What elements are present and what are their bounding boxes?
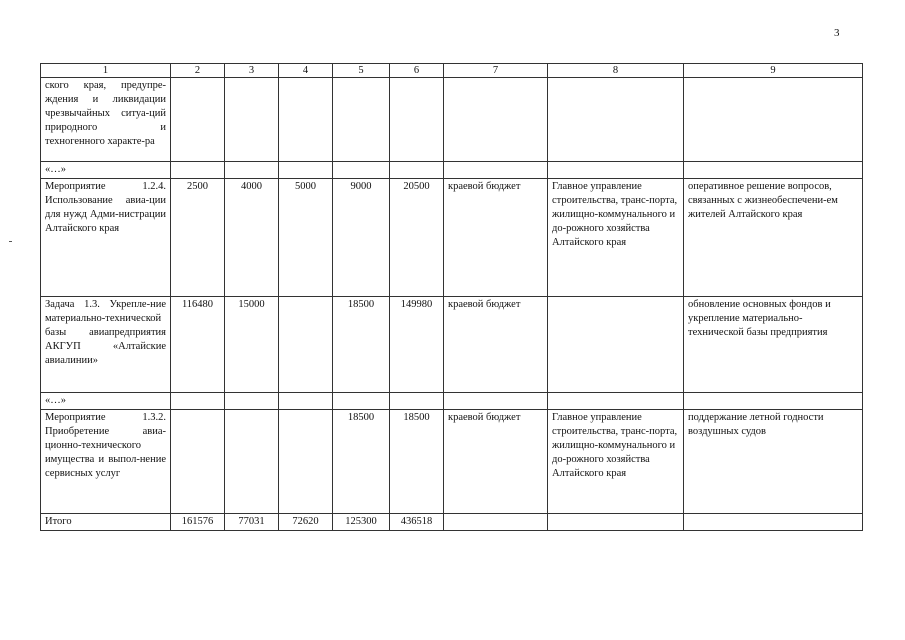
cell-name: Задача 1.3. Укрепле-ние материально-технической базы авиапредприятия АКГУП «Алтайские авиалинии»	[41, 297, 171, 393]
cell-executor	[548, 514, 684, 531]
cell-executor: Главное управление строительства, транс-порта, жилищно-коммунального и до-рожного хозяйства Алтайского края	[548, 410, 684, 514]
cell-source	[444, 78, 548, 162]
cell-value	[333, 78, 390, 162]
cell-source	[444, 393, 548, 410]
margin-mark	[9, 241, 12, 242]
table-row	[41, 410, 863, 514]
cell-source: краевой бюджет	[444, 297, 548, 393]
header-cell: 6	[390, 64, 444, 78]
cell-value: 149980	[390, 297, 444, 393]
table-row	[41, 179, 863, 297]
cell-value: 72620	[279, 514, 333, 531]
page-number: 3	[834, 27, 840, 39]
header-cell: 9	[684, 64, 863, 78]
cell-source: краевой бюджет	[444, 410, 548, 514]
cell-value	[390, 162, 444, 179]
cell-result	[684, 78, 863, 162]
cell-value	[171, 393, 225, 410]
header-cell: 2	[171, 64, 225, 78]
cell-value: 15000	[225, 297, 279, 393]
cell-value	[333, 162, 390, 179]
program-table	[40, 63, 863, 531]
cell-value	[171, 410, 225, 514]
cell-name: «…»	[41, 393, 171, 410]
cell-executor	[548, 162, 684, 179]
cell-value: 18500	[390, 410, 444, 514]
cell-value: 18500	[333, 297, 390, 393]
cell-value	[225, 393, 279, 410]
cell-source	[444, 162, 548, 179]
header-cell: 8	[548, 64, 684, 78]
cell-source	[444, 514, 548, 531]
cell-value	[225, 162, 279, 179]
cell-name: Мероприятие 1.2.4. Использование авиа-ции для нужд Адми-нистрации Алтайского края	[41, 179, 171, 297]
cell-name: ского края, предупре-ждения и ликвидации чрезвычайных ситуа-ций природного и техногенного характе-ра	[41, 78, 171, 162]
header-cell: 3	[225, 64, 279, 78]
table-row	[41, 78, 863, 162]
cell-result: оперативное решение вопросов, связанных с жизнеобеспечени-ем жителей Алтайского края	[684, 179, 863, 297]
cell-value: 5000	[279, 179, 333, 297]
cell-value	[279, 78, 333, 162]
cell-value: 125300	[333, 514, 390, 531]
cell-result	[684, 514, 863, 531]
cell-value: 4000	[225, 179, 279, 297]
table-row	[41, 297, 863, 393]
cell-value	[279, 297, 333, 393]
header-cell: 4	[279, 64, 333, 78]
cell-value	[333, 393, 390, 410]
totals-row	[41, 514, 863, 531]
cell-name: «…»	[41, 162, 171, 179]
cell-value	[279, 393, 333, 410]
table-header-row	[41, 64, 863, 78]
cell-value: 116480	[171, 297, 225, 393]
cell-name: Итого	[41, 514, 171, 531]
header-cell: 7	[444, 64, 548, 78]
cell-value: 77031	[225, 514, 279, 531]
table-row	[41, 393, 863, 410]
cell-result	[684, 393, 863, 410]
cell-value: 18500	[333, 410, 390, 514]
cell-value	[390, 78, 444, 162]
cell-result	[684, 162, 863, 179]
cell-value	[171, 162, 225, 179]
cell-executor	[548, 78, 684, 162]
cell-value: 436518	[390, 514, 444, 531]
cell-value	[390, 393, 444, 410]
cell-executor	[548, 393, 684, 410]
cell-name: Мероприятие 1.3.2. Приобретение авиа-ционно-технического имущества и выпол-нение сервисных услуг	[41, 410, 171, 514]
cell-result: обновление основных фондов и укрепление материально-технической базы предприятия	[684, 297, 863, 393]
cell-executor	[548, 297, 684, 393]
cell-source: краевой бюджет	[444, 179, 548, 297]
cell-value	[279, 410, 333, 514]
header-cell: 1	[41, 64, 171, 78]
cell-value: 2500	[171, 179, 225, 297]
cell-value: 20500	[390, 179, 444, 297]
cell-value	[279, 162, 333, 179]
table-row	[41, 162, 863, 179]
cell-value: 161576	[171, 514, 225, 531]
header-cell: 5	[333, 64, 390, 78]
cell-value: 9000	[333, 179, 390, 297]
cell-value	[171, 78, 225, 162]
cell-value	[225, 78, 279, 162]
cell-executor: Главное управление строительства, транс-порта, жилищно-коммунального и до-рожного хозяйства Алтайского края	[548, 179, 684, 297]
cell-result: поддержание летной годности воздушных судов	[684, 410, 863, 514]
cell-value	[225, 410, 279, 514]
